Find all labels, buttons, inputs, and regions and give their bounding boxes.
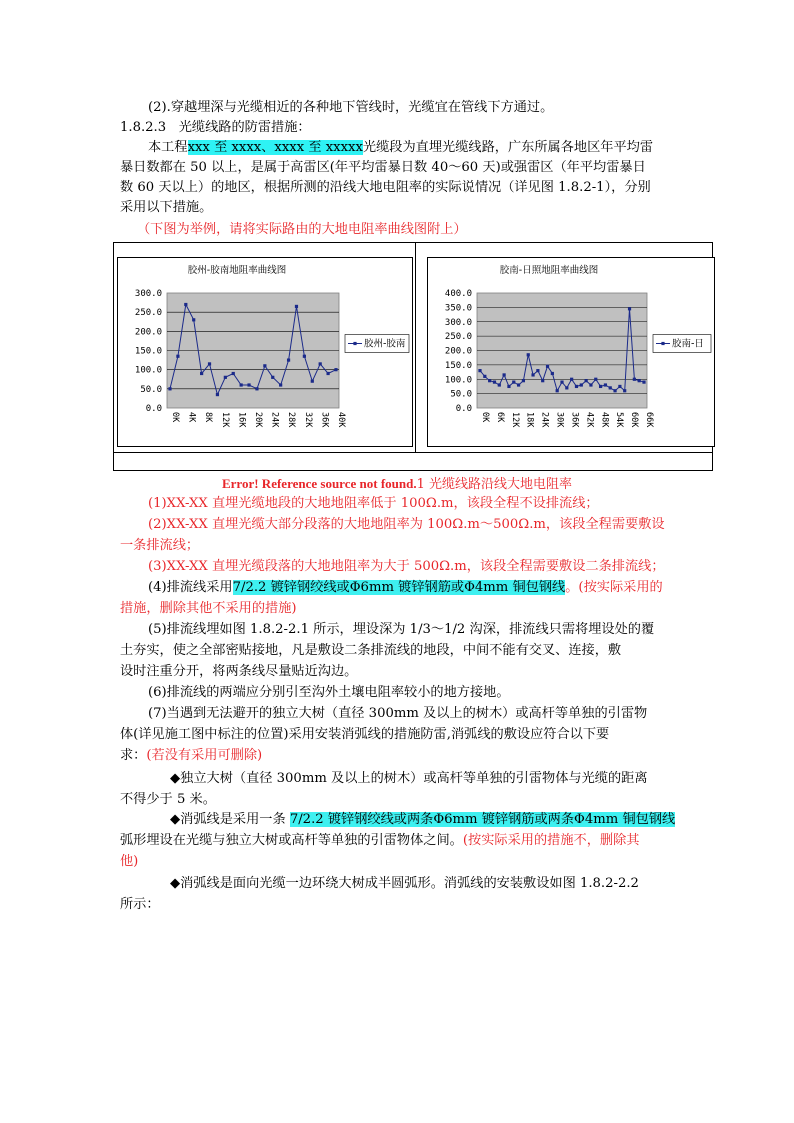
- data-point: [168, 387, 171, 390]
- data-point: [546, 365, 549, 368]
- data-point: [232, 372, 235, 375]
- data-point: [517, 383, 520, 386]
- x-tick-label: 24K: [269, 412, 280, 428]
- x-tick-label: 24K: [539, 412, 550, 428]
- y-tick-label: 300.0: [444, 317, 472, 328]
- doc-line-p4: 数 60 天以上）的地区，根据所测的沿线大地电阻率的实际说情况（详见图 1.8.2-1），分别: [120, 180, 651, 195]
- section-title: 光缆线路的防雷措施：: [178, 120, 311, 135]
- y-tick-label: 0.0: [145, 404, 162, 414]
- y-tick-label: 50.0: [450, 389, 472, 400]
- rule-3: (3)XX-XX 直埋光缆段落的大地地阻率为大于 500Ω.m，该段全程需要敷设二条排流线；: [148, 559, 665, 574]
- bullet-2b: 弧形埋设在光缆与独立大树或高杆等单独的引雷物体之间。(按实际采用的措施不，删除其: [120, 833, 640, 848]
- data-point: [478, 369, 481, 372]
- legend-label: 胶州-胶南: [364, 338, 406, 350]
- x-tick-label: 36K: [319, 412, 330, 428]
- legend-marker: [353, 342, 356, 345]
- rule-2a: (2)XX-XX 直埋光缆大部分段落的大地地阻率为 100Ω.m～500Ω.m，该段全程需要敷设: [148, 517, 665, 532]
- rule-6: (6)排流线的两端应分别引至沟外土壤电阻率较小的地方接地。: [148, 685, 510, 700]
- figure-table: [113, 242, 713, 471]
- y-tick-label: 300.0: [134, 289, 162, 299]
- y-tick-label: 200.0: [444, 346, 472, 357]
- y-tick-label: 0.0: [455, 404, 472, 414]
- data-point: [483, 375, 486, 378]
- x-tick-label: 60K: [629, 412, 640, 428]
- x-tick-label: 8K: [203, 412, 214, 423]
- data-point: [255, 387, 258, 390]
- data-point: [311, 380, 314, 383]
- x-tick-label: 12K: [509, 412, 520, 428]
- chart-title: 胶南-日照地阻率曲线图: [499, 265, 599, 276]
- data-point: [556, 389, 559, 392]
- data-point: [224, 376, 227, 379]
- y-tick-label: 250.0: [444, 332, 472, 343]
- x-tick-label: 4K: [186, 412, 197, 423]
- rule-7a: (7)当遇到无法避开的独立大树（直径 300mm 及以上的树木）或高杆等单独的引雷物: [148, 706, 648, 721]
- figure-caption: [0, 473, 794, 492]
- legend-label: 胶南-日: [672, 338, 704, 350]
- y-tick-label: 400.0: [444, 289, 472, 299]
- data-point: [560, 381, 563, 384]
- chart-jiaonan-rizhao: [427, 257, 715, 447]
- chart-jiaozhou-jiaonan: [117, 257, 413, 447]
- data-point: [200, 372, 203, 375]
- y-tick-label: 200.0: [134, 327, 162, 338]
- x-tick-label: 6K: [494, 412, 505, 423]
- rule-1: (1)XX-XX 直埋光缆地段的大地地阻率低于 100Ω.m，该段全程不设排流线；: [148, 496, 599, 511]
- x-tick-label: 42K: [584, 412, 595, 428]
- doc-line-p5: 采用以下措施。: [120, 200, 213, 215]
- data-point: [551, 372, 554, 375]
- x-tick-label: 0K: [170, 412, 180, 423]
- x-tick-label: 12K: [219, 412, 230, 428]
- data-point: [287, 358, 290, 361]
- y-tick-label: 150.0: [444, 360, 472, 371]
- x-tick-label: 0K: [480, 412, 490, 423]
- data-point: [208, 362, 211, 365]
- data-point: [613, 389, 616, 392]
- data-point: [623, 389, 626, 392]
- data-point: [263, 364, 266, 367]
- chart-title: 胶州-胶南地阻率曲线图: [187, 265, 287, 276]
- y-tick-label: 250.0: [134, 308, 162, 319]
- bullet-1a: ◆独立大树（直径 300mm 及以上的树木）或高杆等单独的引雷物体与光缆的距离: [170, 771, 648, 786]
- data-point: [279, 383, 282, 386]
- data-point: [575, 385, 578, 388]
- data-point: [589, 383, 592, 386]
- rule-2b: 一条排流线；: [120, 538, 200, 553]
- bullet-2: ◆消弧线是采用一条 7/2.2 镀锌钢绞线或两条Φ6mm 镀锌钢筋或两条Φ4mm 铜包钢线: [170, 812, 676, 827]
- data-point: [642, 381, 645, 384]
- rule-7b: 体(详见施工图中标注的位置)采用安装消弧线的措施防雷,消弧线的敷设应符合以下要: [120, 727, 610, 742]
- section-heading: [120, 118, 311, 137]
- data-point: [638, 379, 641, 382]
- figure-divider: [114, 452, 712, 453]
- caption-error: Error! Reference source not found.: [221, 476, 417, 491]
- rule-5a: (5)排流线埋如图 1.8.2-2.1 所示，埋设深为 1/3～1/2 沟深，排流线只需将埋设处的覆: [148, 622, 655, 637]
- note-example: （下图为举例，请将实际路由的大地电阻率曲线图附上）: [137, 222, 467, 237]
- doc-line-p1: (2).穿越埋深与光缆相近的各种地下管线时，光缆宜在管线下方通过。: [148, 100, 554, 115]
- x-tick-label: 40K: [336, 412, 346, 428]
- rule-4b: 措施，删除其他不采用的措施): [120, 601, 297, 616]
- data-point: [295, 305, 298, 308]
- data-point: [609, 386, 612, 389]
- data-point: [247, 383, 250, 386]
- data-point: [216, 393, 219, 396]
- x-tick-label: 28K: [286, 412, 297, 428]
- data-point: [507, 385, 510, 388]
- data-point: [531, 373, 534, 376]
- x-tick-label: 32K: [302, 412, 313, 428]
- data-point: [192, 318, 195, 321]
- data-point: [488, 379, 491, 382]
- y-tick-label: 100.0: [444, 375, 472, 386]
- bullet-2c: 他): [120, 854, 139, 869]
- x-tick-label: 36K: [569, 412, 580, 428]
- data-point: [585, 379, 588, 382]
- bullet-3b: 所示：: [120, 897, 160, 912]
- data-point: [527, 353, 530, 356]
- data-point: [580, 383, 583, 386]
- x-tick-label: 54K: [614, 412, 625, 428]
- data-point: [594, 378, 597, 381]
- caption-text: 1 光缆线路沿线大地电阻率: [416, 477, 572, 492]
- bullet-3a: ◆消弧线是面向光缆一边环绕大树成半圆弧形。消弧线的安装敷设如图 1.8.2-2.2: [170, 876, 639, 891]
- legend-marker: [661, 342, 664, 345]
- x-tick-label: 30K: [554, 412, 565, 428]
- x-tick-label: 48K: [599, 412, 610, 428]
- data-point: [271, 376, 274, 379]
- x-tick-label: 20K: [253, 412, 263, 428]
- data-point: [512, 381, 515, 384]
- highlight-cable: 7/2.2 镀锌钢绞线或Φ6mm 镀锌钢筋或Φ4mm 铜包钢线: [232, 580, 566, 595]
- data-point: [303, 355, 306, 358]
- rule-4: (4)排流线采用7/2.2 镀锌钢绞线或Φ6mm 镀锌钢筋或Φ4mm 铜包钢线。(按实际采用的: [148, 580, 663, 595]
- data-point: [604, 383, 607, 386]
- data-point: [334, 368, 337, 371]
- data-point: [541, 379, 544, 382]
- data-point: [498, 383, 501, 386]
- data-point: [176, 355, 179, 358]
- x-tick-label: 16K: [236, 412, 247, 428]
- data-point: [319, 362, 322, 365]
- data-point: [240, 383, 243, 386]
- x-tick-label: 66K: [644, 412, 654, 428]
- data-point: [628, 307, 631, 310]
- data-point: [184, 303, 187, 306]
- data-point: [565, 386, 568, 389]
- y-tick-label: 350.0: [444, 303, 472, 314]
- data-point: [570, 378, 573, 381]
- data-point: [618, 385, 621, 388]
- rule-5b: 土夯实，使之全部密贴接地，凡是敷设二条排流线的地段，中间不能有交叉、连接，敷: [120, 643, 622, 658]
- data-point: [493, 381, 496, 384]
- data-point: [522, 379, 525, 382]
- section-number: 1.8.2.3: [120, 120, 167, 135]
- data-point: [326, 372, 329, 375]
- highlight-arc-cable: 7/2.2 镀锌钢绞线或两条Φ6mm 镀锌钢筋或两条Φ4mm 铜包钢线: [289, 812, 676, 827]
- data-point: [503, 373, 506, 376]
- data-point: [536, 369, 539, 372]
- rule-5c: 设时注重分开，将两条线尽量贴近沟边。: [120, 664, 358, 679]
- data-point: [633, 378, 636, 381]
- doc-line-p3: 暴日数都在 50 以上，是属于高雷区(年平均雷暴日数 40～60 天)或强雷区（年平均雷暴日: [120, 160, 646, 175]
- rule-7c: 求：(若没有采用可删除): [120, 748, 263, 763]
- y-tick-label: 100.0: [134, 365, 162, 376]
- data-point: [599, 385, 602, 388]
- figure-col-divider: [415, 243, 416, 452]
- y-tick-label: 150.0: [134, 346, 162, 357]
- bullet-1b: 不得少于 5 米。: [120, 792, 216, 807]
- highlight-route: xxx 至 xxxx、xxxx 至 xxxxx: [187, 140, 363, 155]
- doc-line-p2: 本工程xxx 至 xxxx、xxxx 至 xxxxx光缆段为直埋光缆线路，广东所属各地区年平均雷: [148, 140, 654, 155]
- x-tick-label: 18K: [524, 412, 535, 428]
- y-tick-label: 50.0: [140, 384, 162, 395]
